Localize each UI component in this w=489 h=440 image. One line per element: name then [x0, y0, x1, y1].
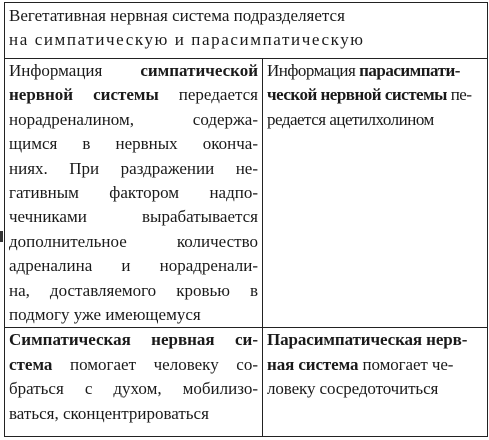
text-line — [267, 83, 483, 107]
text-line: чечниками вырабатывается — [9, 207, 258, 227]
table-header-cell — [5, 3, 488, 59]
bold-term: Симпатическая нервная си- — [9, 330, 258, 350]
text-span: передается — [158, 85, 258, 105]
text-line: ваться, сконцентрироваться — [9, 403, 209, 423]
text-line: браться с духом, мобилизо- — [9, 379, 258, 399]
bold-term: парасимпати- — [359, 61, 460, 80]
text-line: на, доставляемого кровью в — [9, 280, 258, 300]
bold-term: стема — [9, 354, 53, 374]
text-line: подмогу уже имеющемуся — [9, 305, 201, 325]
nervous-system-table — [4, 2, 488, 437]
bold-term: Парасимпатическая нерв- — [267, 330, 468, 350]
text-line — [267, 353, 483, 377]
cell-parasympathetic-info — [263, 59, 488, 328]
text-span: Информация — [267, 61, 360, 80]
table-row-info — [5, 59, 488, 328]
text-span: помогает че- — [358, 354, 454, 374]
bold-term: симпатической — [140, 61, 258, 80]
bold-term: нервной системы — [9, 85, 159, 105]
text-line: адреналина и норадренали- — [9, 256, 258, 276]
cell-sympathetic-info — [5, 59, 263, 328]
text-line: щимся в нервных оконча- — [9, 134, 258, 154]
header-line-1: Вегетативная нервная система подразделяется — [9, 6, 345, 25]
text-line — [267, 59, 483, 83]
cell-parasympathetic-summary — [263, 328, 488, 437]
bold-term: ческой нервной системы — [267, 85, 447, 105]
text-line: норадреналином, содержа- — [9, 109, 258, 129]
text-line — [9, 59, 258, 83]
text-line: ниях. При раздражении не- — [9, 158, 258, 178]
text-line — [9, 83, 258, 107]
text-span: пе- — [446, 85, 472, 105]
margin-mark — [0, 231, 3, 242]
text-line: дополнительное количество — [9, 231, 258, 251]
text-line: гативным фактором надпо- — [9, 183, 258, 203]
text-span: помогает человеку со- — [52, 354, 258, 374]
text-line: редается ацетилхолином — [267, 109, 434, 129]
table-header-row — [5, 3, 488, 59]
text-line: ловеку сосредоточиться — [267, 379, 439, 399]
text-line — [9, 328, 258, 352]
header-line-2: на симпатическую и парасимпатическую — [9, 30, 365, 50]
cell-sympathetic-summary — [5, 328, 263, 437]
text-line — [267, 328, 483, 352]
bold-term: ная система — [267, 354, 359, 374]
text-span: Информация — [9, 61, 141, 80]
text-line — [9, 353, 258, 377]
table-row-summary — [5, 328, 488, 437]
